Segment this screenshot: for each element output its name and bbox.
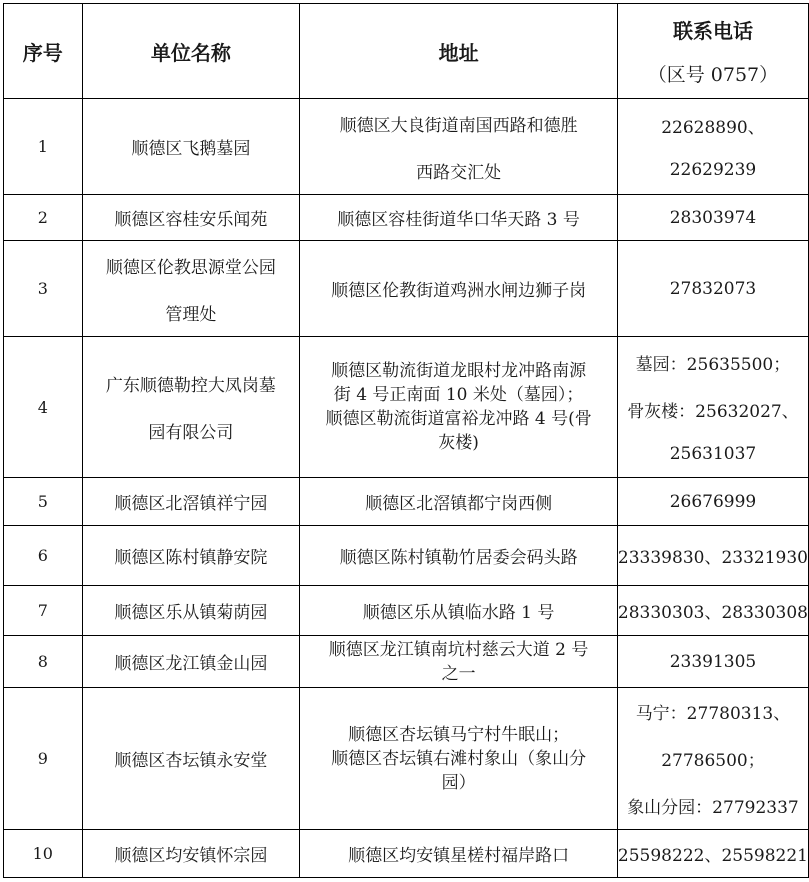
row-phone-line: 25598222、25598221 (617, 846, 808, 866)
row-phone-line: 22629239 (669, 160, 757, 180)
row-phone-line: 象山分园：27792337 (627, 798, 799, 818)
cemetery-directory-table (3, 3, 809, 878)
row-phone-line: 27832073 (669, 278, 757, 299)
row-name-line: 顺德区杏坛镇永安堂 (114, 751, 268, 771)
row-address (300, 478, 618, 526)
row-address-line: 顺德区乐从镇临水路 1 号 (362, 603, 555, 623)
row-address-line: 顺德区陈村镇勒竹居委会码头路 (339, 548, 578, 568)
row-address-line: 街 4 号正南面 10 米处（墓园）； (333, 385, 584, 405)
header-name: 单位名称 (82, 4, 300, 99)
row-phone-line: 27786500； (661, 751, 765, 771)
row-phone-line: 23339830、23321930 (617, 548, 808, 568)
row-name (82, 636, 300, 688)
row-name (82, 526, 300, 586)
row-name (82, 830, 300, 878)
header-row (4, 4, 809, 99)
row-address (300, 526, 618, 586)
row-name-line: 顺德区飞鹅墓园 (131, 139, 251, 159)
table-row (4, 337, 809, 478)
row-name (82, 241, 300, 337)
row-seq: 2 (4, 195, 83, 241)
row-phone-line: 墓园：25635500； (635, 355, 791, 375)
row-seq: 7 (4, 586, 83, 636)
row-address (300, 337, 618, 478)
row-name-line: 顺德区乐从镇菊荫园 (114, 603, 268, 623)
header-address: 地址 (300, 4, 618, 99)
row-seq: 1 (4, 99, 83, 195)
table-row (4, 586, 809, 636)
row-phone-line: 28330303、28330308 (617, 603, 808, 623)
row-name (82, 586, 300, 636)
row-address-line: 顺德区均安镇星槎村福岸路口 (348, 846, 570, 866)
row-phone (617, 526, 808, 586)
row-seq: 9 (4, 688, 83, 830)
row-phone (617, 478, 808, 526)
row-phone-line: 22628890、 (661, 118, 765, 138)
row-address-line: 顺德区北滘镇都宁岗西侧 (365, 494, 553, 514)
row-seq: 5 (4, 478, 83, 526)
row-seq: 4 (4, 337, 83, 478)
row-seq: 3 (4, 241, 83, 337)
row-address-line: 顺德区杏坛镇右滩村象山（象山分 (331, 748, 587, 769)
row-address-line: 顺德区勒流街道富裕龙冲路 4 号(骨 (325, 409, 592, 429)
table-row (4, 526, 809, 586)
row-name (82, 688, 300, 830)
row-phone-line: 马宁：27780313、 (635, 704, 791, 724)
row-name-line: 管理处 (165, 304, 217, 325)
table-row (4, 478, 809, 526)
row-phone-line: 25631037 (669, 444, 757, 464)
row-address (300, 99, 618, 195)
row-address (300, 241, 618, 337)
table-row (4, 688, 809, 830)
row-address (300, 195, 618, 241)
row-name-line: 顺德区容桂安乐闻苑 (114, 210, 268, 230)
row-phone (617, 241, 808, 337)
row-phone-line: 23391305 (669, 651, 757, 672)
row-seq: 8 (4, 636, 83, 688)
row-address-line: 顺德区大良街道南国西路和德胜 (339, 115, 578, 136)
header-phone (617, 4, 808, 99)
row-phone (617, 688, 808, 830)
row-phone (617, 586, 808, 636)
row-name (82, 99, 300, 195)
row-name-line: 顺德区龙江镇金山园 (114, 654, 268, 674)
row-seq: 6 (4, 526, 83, 586)
header-phone-label: 联系电话 (672, 19, 753, 43)
header-seq: 序号 (4, 4, 83, 99)
row-name-line: 顺德区伦教思源堂公园 (105, 257, 276, 278)
row-address-line: 灰楼) (438, 433, 479, 453)
row-name-line: 广东顺德勒控大凤岗墓 (105, 376, 276, 396)
table-row (4, 241, 809, 337)
row-name (82, 195, 300, 241)
row-name-line: 顺德区陈村镇静安院 (114, 548, 268, 568)
row-phone (617, 99, 808, 195)
row-phone (617, 830, 808, 878)
row-address-line: 顺德区勒流街道龙眼村龙冲路南源 (331, 361, 587, 381)
row-phone (617, 195, 808, 241)
row-address-line: 顺德区龙江镇南坑村慈云大道 2 号 (328, 639, 589, 660)
table-row (4, 636, 809, 688)
row-address (300, 688, 618, 830)
row-phone-line: 28303974 (669, 207, 757, 228)
table-row (4, 830, 809, 878)
row-name (82, 337, 300, 478)
row-address (300, 830, 618, 878)
row-name-line: 园有限公司 (148, 423, 234, 443)
row-address-line: 之一 (441, 663, 476, 684)
row-address (300, 636, 618, 688)
row-address-line: 顺德区容桂街道华口华天路 3 号 (337, 210, 580, 230)
row-address-line: 顺德区杏坛镇马宁村牛眠山； (348, 724, 570, 745)
header-phone-note: （区号 0757） (647, 64, 779, 86)
row-name-line: 顺德区北滘镇祥宁园 (114, 494, 268, 514)
row-seq: 10 (4, 830, 83, 878)
row-phone-line: 26676999 (669, 491, 757, 512)
row-phone (617, 337, 808, 478)
row-address-line: 园） (441, 772, 476, 793)
table-row (4, 195, 809, 241)
row-phone-line: 骨灰楼：25632027、 (627, 402, 799, 422)
row-name-line: 顺德区均安镇怀宗园 (114, 846, 268, 866)
table-row (4, 99, 809, 195)
row-phone (617, 636, 808, 688)
row-address-line: 顺德区伦教街道鸡洲水闸边狮子岗 (331, 281, 587, 301)
row-name (82, 478, 300, 526)
row-address-line: 西路交汇处 (416, 162, 502, 183)
row-address (300, 586, 618, 636)
